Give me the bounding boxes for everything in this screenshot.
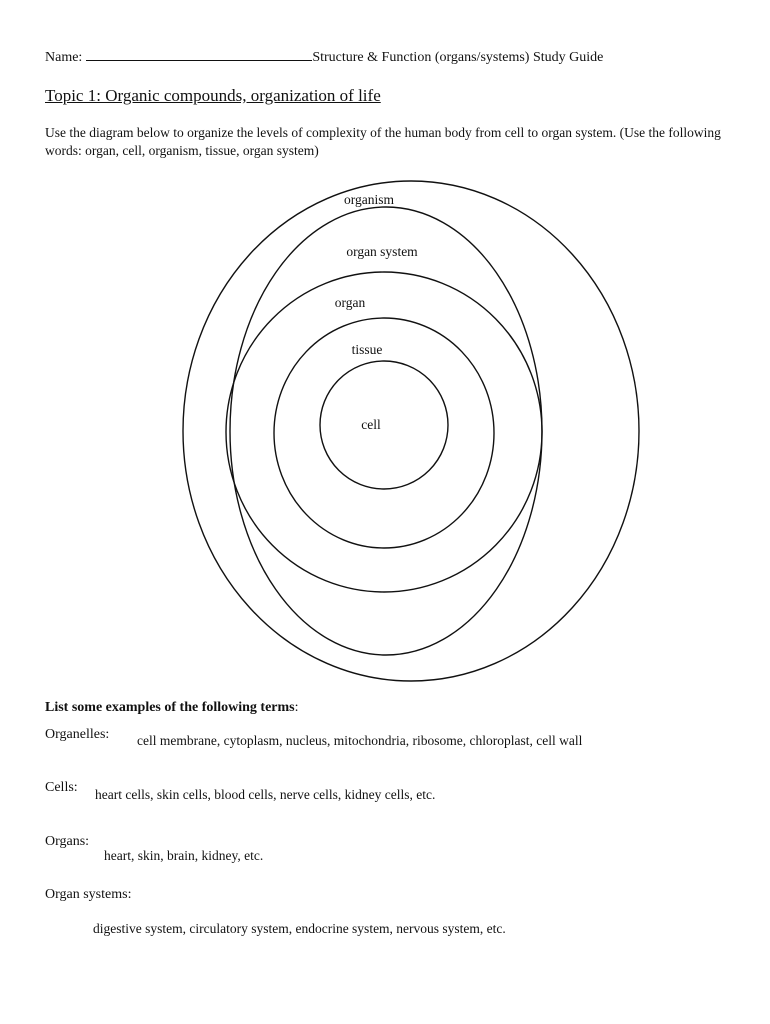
ring-label-organism: organism xyxy=(344,192,394,207)
term-value-organs: heart, skin, brain, kidney, etc. xyxy=(104,848,264,863)
ring-label-tissue: tissue xyxy=(351,342,383,357)
term-label-organs: Organs: xyxy=(45,834,90,849)
instructions-text: Use the diagram below to organize the levels of complexity of the human body from cell to organ system. (Use the following words: organ, cell, organism, tissue, organ system) xyxy=(45,125,721,158)
examples-heading-colon: : xyxy=(294,700,299,715)
term-label-organ-systems: Organ systems: xyxy=(45,887,132,902)
topic-heading: Topic 1: Organic compounds, organization of life xyxy=(45,86,381,105)
ring-cell xyxy=(320,361,448,489)
term-value-organelles: cell membrane, cytoplasm, nucleus, mitochondria, ribosome, chloroplast, cell wall xyxy=(137,733,583,748)
ring-label-organ: organ xyxy=(334,295,366,310)
ring-label-organ-system: organ system xyxy=(346,244,418,259)
term-value-cells: heart cells, skin cells, blood cells, nerve cells, kidney cells, etc. xyxy=(95,787,436,802)
name-label: Name: xyxy=(45,50,83,65)
ring-label-cell: cell xyxy=(361,417,381,432)
document-title: Structure & Function (organs/systems) Study Guide xyxy=(312,50,604,65)
examples-heading-text: List some examples of the following terms xyxy=(45,700,295,715)
term-label-cells: Cells: xyxy=(45,780,78,795)
term-value-organ-systems: digestive system, circulatory system, endocrine system, nervous system, etc. xyxy=(93,921,506,936)
ring-organ-system xyxy=(230,207,542,655)
term-label-organelles: Organelles: xyxy=(45,727,110,742)
ring-tissue xyxy=(274,318,494,548)
examples-heading xyxy=(45,700,299,716)
